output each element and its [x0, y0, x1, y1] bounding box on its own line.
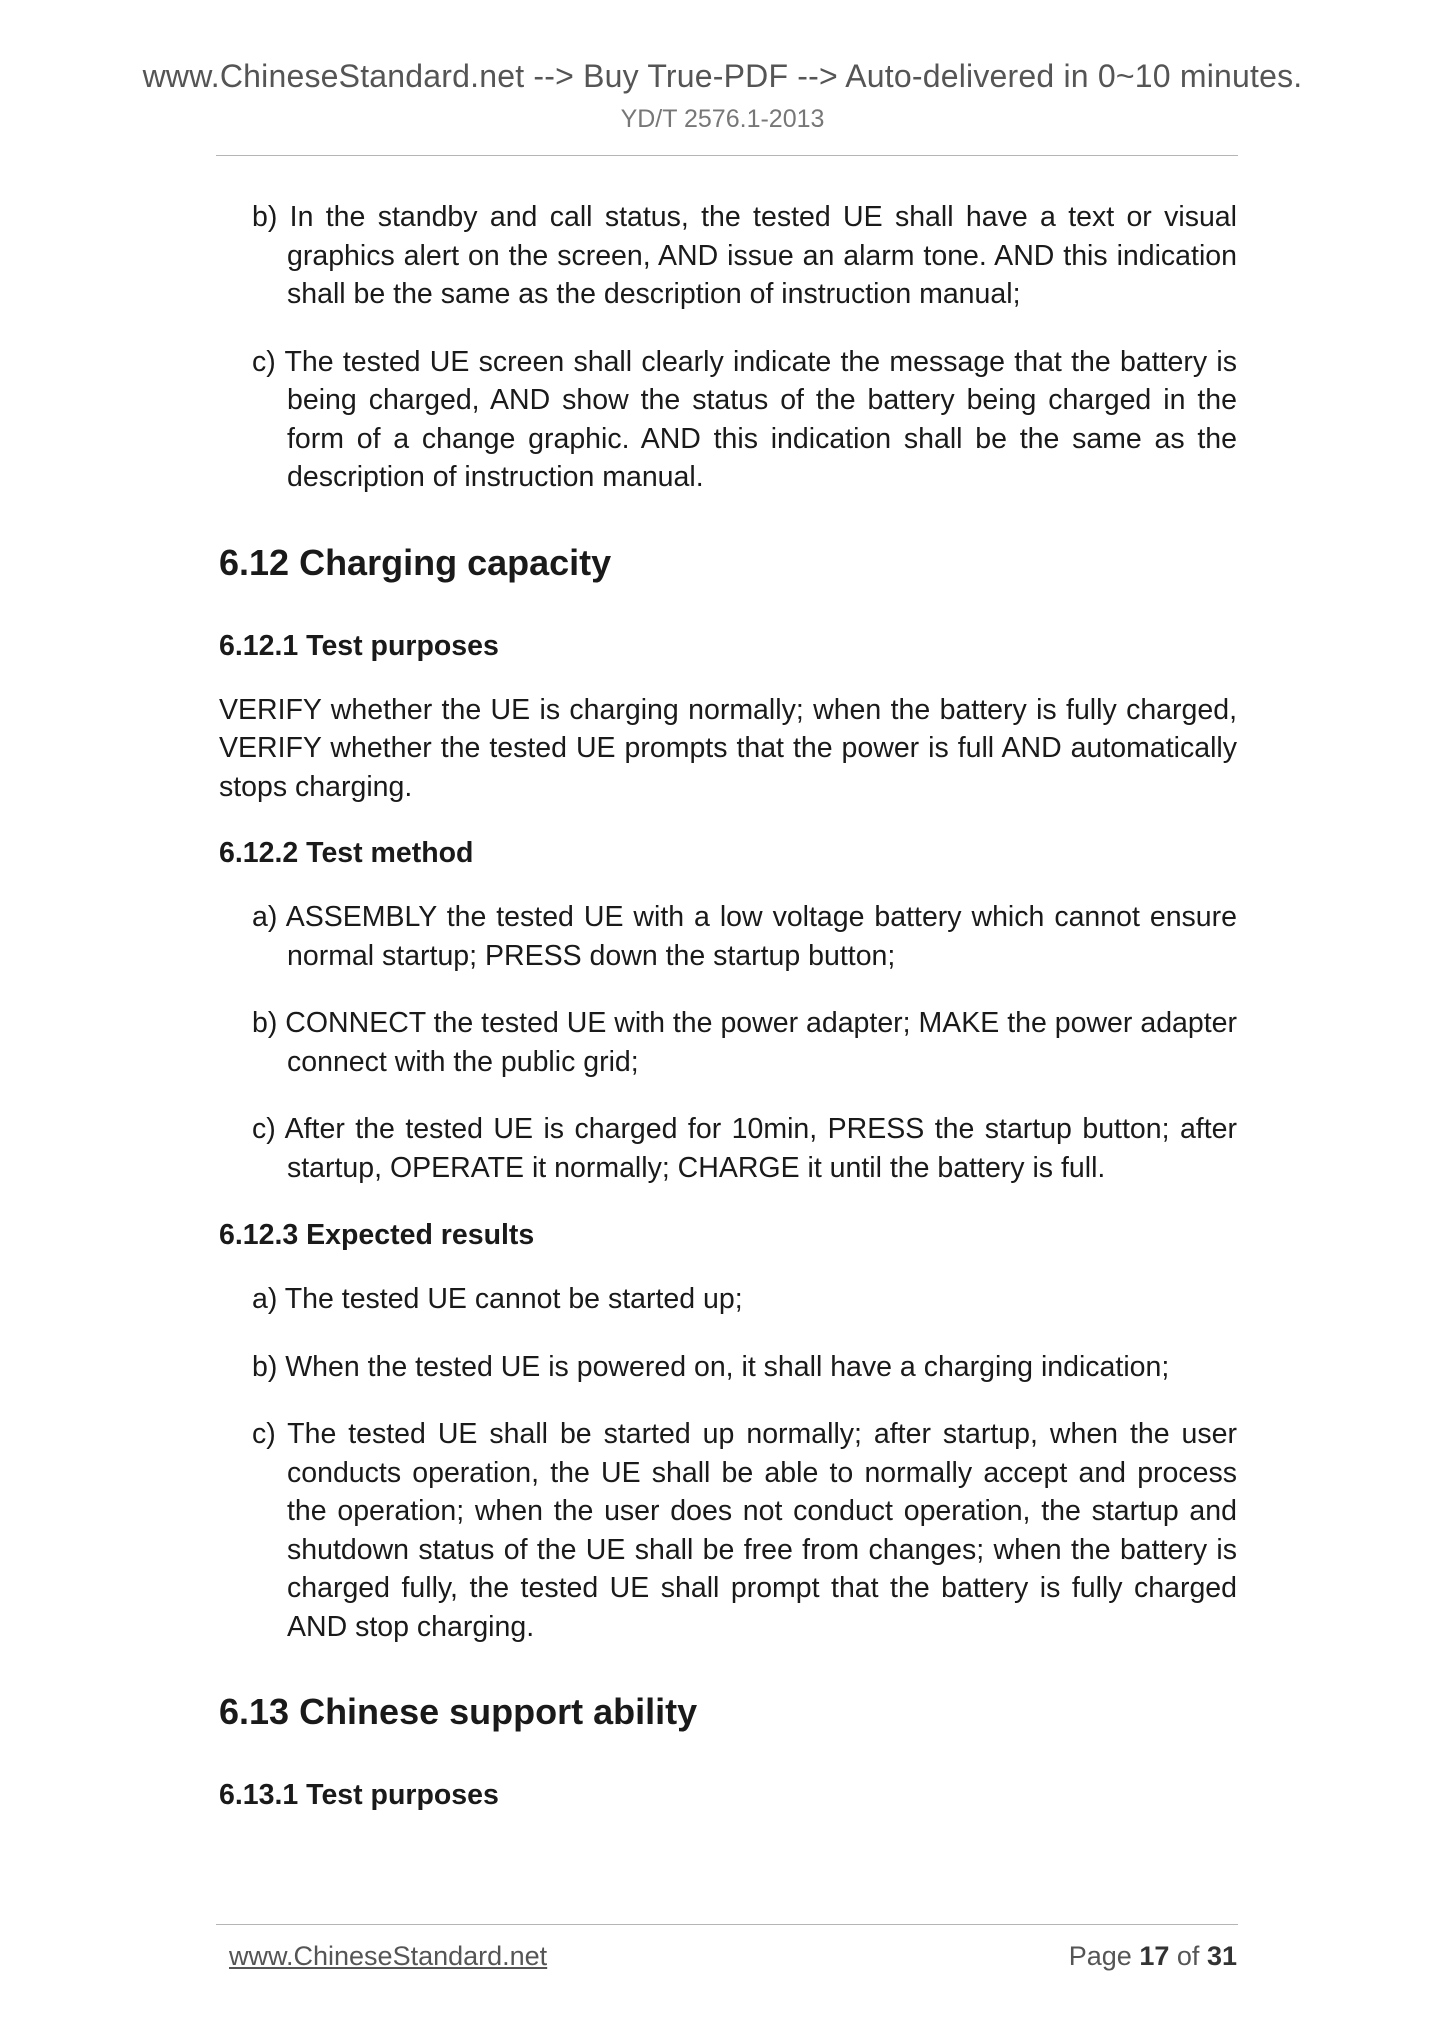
list-item: c) The tested UE shall be started up normally; after startup, when the user conducts operation, the UE shall be able to normally accept and process the operation; when the user does not conduct operation, the startup and shutdown status of the UE shall be free from changes; when the battery is charged fully, the tested UE shall prompt that the battery is fully charged AND stop charging.: [252, 1418, 1237, 1643]
list-item: a) ASSEMBLY the tested UE with a low voltage battery which cannot ensure normal startup; PRESS down the startup button;: [252, 901, 1237, 972]
page-of-label: of: [1176, 1941, 1200, 1971]
page-label: Page: [1068, 1941, 1132, 1971]
list-item: c) The tested UE screen shall clearly indicate the message that the battery is being charged, AND show the status of the battery being charged in the form of a change graphic. AND this indication shall be the same as the description of instruction manual.: [252, 345, 1237, 493]
list-item: b) When the tested UE is powered on, it shall have a charging indication;: [252, 1350, 1170, 1383]
footer-website-link[interactable]: www.ChineseStandard.net: [229, 1941, 548, 1971]
list-item: a) The tested UE cannot be started up;: [252, 1283, 743, 1315]
header-divider: [216, 155, 1238, 156]
list-item: b) In the standby and call status, the tested UE shall have a text or visual graphics alert on the screen, AND issue an alarm tone. AND this indication shall be the same as the description of instruction manual;: [252, 201, 1237, 310]
total-pages: 31: [1206, 1941, 1237, 1971]
paragraph: VERIFY whether the UE is charging normally; when the battery is fully charged, VERIFY whether the tested UE prompts that the power is full AND automatically stops charging.: [219, 693, 1237, 803]
footer-divider: [216, 1924, 1238, 1925]
current-page: 17: [1139, 1941, 1170, 1971]
document-id: YD/T 2576.1-2013: [620, 105, 825, 133]
subsection-heading-6-12-1: 6.12.1 Test purposes: [219, 629, 499, 662]
page-number: [1069, 1941, 1237, 1972]
page-body: [219, 198, 1237, 1840]
header-banner: www.ChineseStandard.net --> Buy True-PDF --> Auto-delivered in 0~10 minutes.: [142, 58, 1303, 94]
list-item: b) CONNECT the tested UE with the power adapter; MAKE the power adapter connect with the public grid;: [252, 1007, 1237, 1078]
subsection-heading-6-12-3: 6.12.3 Expected results: [219, 1219, 535, 1251]
subsection-heading-6-13-1: 6.13.1 Test purposes: [219, 1779, 499, 1811]
list-item: c) After the tested UE is charged for 10min, PRESS the startup button; after startup, OPERATE it normally; CHARGE it until the battery is full.: [252, 1113, 1237, 1184]
section-heading-6-12: 6.12 Charging capacity: [219, 541, 612, 583]
section-heading-6-13: 6.13 Chinese support ability: [219, 1691, 698, 1732]
subsection-heading-6-12-2: 6.12.2 Test method: [219, 837, 474, 869]
